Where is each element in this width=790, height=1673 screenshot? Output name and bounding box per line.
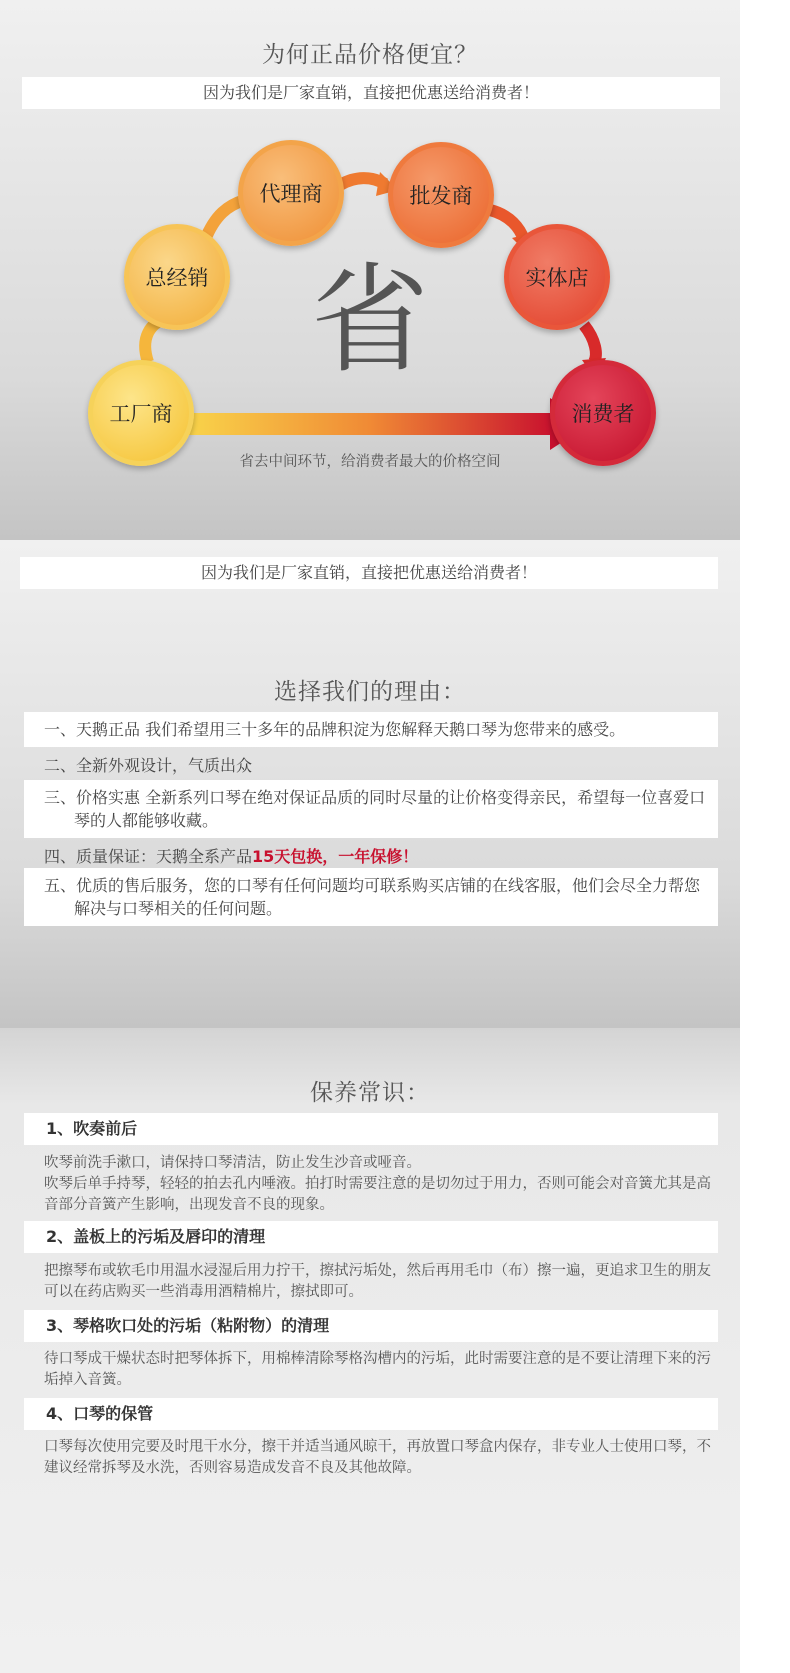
section-price-explanation bbox=[0, 0, 740, 540]
care-heading-3: 3、琴格吹口处的污垢（粘附物）的清理 bbox=[24, 1310, 718, 1342]
node-factory: 工厂商 bbox=[88, 360, 194, 466]
reason-3: 三、价格实惠 全新系列口琴在绝对保证品质的同时尽量的让价格变得亲民，希望每一位喜爱口琴的人都能够收藏。 bbox=[24, 780, 718, 838]
center-character: 省 bbox=[310, 251, 429, 389]
section-reasons bbox=[0, 540, 740, 1028]
care-heading-4: 4、口琴的保管 bbox=[24, 1398, 718, 1430]
care-body-2: 把擦琴布或软毛巾用温水浸湿后用力拧干，擦拭污垢处，然后再用毛巾（布）擦一遍，更追求卫生的朋友可以在药店购买一些消毒用酒精棉片，擦拭即可。 bbox=[44, 1263, 711, 1300]
section1-subtitle: 因为我们是厂家直销，直接把优惠送给消费者！ bbox=[22, 77, 720, 109]
reason-2: 二、全新外观设计，气质出众 bbox=[44, 756, 253, 775]
care-body-1: 吹琴前洗手漱口，请保持口琴清洁，防止发生沙音或哑音。 吹琴后单手持琴，轻轻的拍去孔内唾液。拍打时需要注意的是切勿过于用力，否则可能会对音簧尤其是高音部分音簧产生影响，出现发音不良的现象。 bbox=[44, 1155, 711, 1213]
care-heading-2: 2、盖板上的污垢及唇印的清理 bbox=[24, 1221, 718, 1253]
arrow-wholesale-to-store bbox=[490, 210, 524, 240]
reason-1: 一、天鹅正品 我们希望用三十多年的品牌积淀为您解释天鹅口琴为您带来的感受。 bbox=[24, 712, 718, 747]
node-agent: 代理商 bbox=[238, 140, 344, 246]
reason-5: 五、优质的售后服务，您的口琴有任何问题均可联系购买店铺的在线客服，他们会尽全力帮您解决与口琴相关的任何问题。 bbox=[24, 868, 718, 926]
care-body-4: 口琴每次使用完要及时甩干水分，擦干并适当通风晾干，再放置口琴盒内保存，非专业人士使用口琴，不建议经常拆琴及水洗，否则容易造成发音不良及其他故障。 bbox=[44, 1439, 711, 1476]
bottom-arrow bbox=[185, 398, 590, 450]
section2-title: 选择我们的理由： bbox=[274, 679, 466, 705]
diagram-caption: 省去中间环节，给消费者最大的价格空间 bbox=[239, 454, 501, 470]
node-consumer: 消费者 bbox=[550, 360, 656, 466]
reason-4-highlight: 15天包换，一年保修！ bbox=[252, 847, 419, 866]
care-body-3: 待口琴成干燥状态时把琴体拆下，用棉棒清除琴格沟槽内的污垢，此时需要注意的是不要让清理下来的污垢掉入音簧。 bbox=[44, 1351, 711, 1388]
care-heading-1: 1、吹奏前后 bbox=[24, 1113, 718, 1145]
reason-4-text: 四、质量保证：天鹅全系产品 bbox=[44, 847, 253, 866]
node-general: 总经销 bbox=[124, 224, 230, 330]
section2-subtitle: 因为我们是厂家直销，直接把优惠送给消费者！ bbox=[20, 557, 718, 589]
section3-title: 保养常识： bbox=[310, 1080, 430, 1106]
section-care bbox=[0, 1028, 740, 1673]
arrow-store-to-consumer bbox=[584, 325, 596, 362]
node-store: 实体店 bbox=[504, 224, 610, 330]
node-wholesale: 批发商 bbox=[388, 142, 494, 248]
section1-title: 为何正品价格便宜？ bbox=[262, 42, 478, 68]
